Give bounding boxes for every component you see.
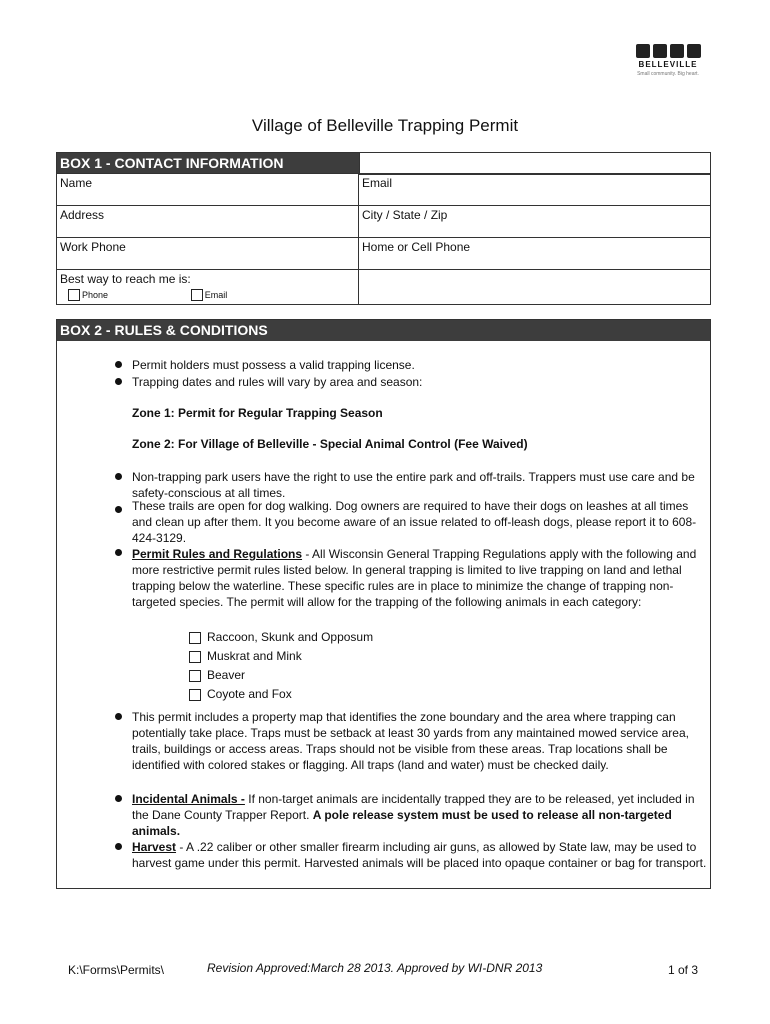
logo-icon xyxy=(687,44,701,58)
logo-icon xyxy=(636,44,650,58)
bullet-icon xyxy=(115,361,122,368)
permit-rules-text: - All Wisconsin General Trapping Regulations apply with the following and more restrictive permit rules listed below. In general trapping is limited to live trapping on land and lethal trapping below the waterline. These specific rules are in place to minimize the change of trapping non-targeted species. The permit will allow for the trapping of the following animals in each category: xyxy=(132,547,697,609)
work-phone-field[interactable] xyxy=(57,238,359,270)
home-phone-label: Home or Cell Phone xyxy=(362,240,471,254)
bullet-icon xyxy=(115,795,122,802)
address-field[interactable] xyxy=(57,206,359,238)
home-phone-field[interactable] xyxy=(359,238,710,270)
row-name-email xyxy=(57,173,710,206)
name-label: Name xyxy=(60,176,93,190)
footer-page-number: 1 of 3 xyxy=(668,963,699,977)
animal-checkbox[interactable] xyxy=(189,689,201,701)
rule-property-map: This permit includes a property map that identifies the zone boundary and the area where trapping can potentially take place. Traps must be setback at least 30 yards from any maintained mowed service area, trails, buildings or access areas. Traps should not be visible from these areas. Trap locations shall be identified with colored stakes or flagging. All traps (land and water) must be checked daily. xyxy=(132,710,689,772)
zone-1: Zone 1: Permit for Regular Trapping Season xyxy=(132,406,383,420)
animal-option xyxy=(189,649,302,663)
email-checkbox-label: Email xyxy=(204,289,228,300)
email-label: Email xyxy=(362,176,393,190)
reach-cell xyxy=(57,270,359,304)
box1-header-blank xyxy=(359,153,710,175)
animal-checkbox[interactable] xyxy=(189,632,201,644)
bullet-icon xyxy=(115,506,122,513)
logo-word: BELLEVILLE xyxy=(638,60,698,69)
animal-checkbox[interactable] xyxy=(189,670,201,682)
logo-tagline: Small community. Big heart. xyxy=(637,71,699,77)
bullet-icon xyxy=(115,713,122,720)
rule-dates: Trapping dates and rules will vary by area and season: xyxy=(132,375,423,389)
email-field[interactable] xyxy=(359,174,710,206)
rule-license: Permit holders must possess a valid trapping license. xyxy=(132,358,415,372)
rule-incidental-animals xyxy=(132,791,710,839)
logo-icon xyxy=(670,44,684,58)
row-reach xyxy=(57,269,710,304)
animal-option xyxy=(189,687,292,701)
row-phones xyxy=(57,237,710,270)
animal-label: Muskrat and Mink xyxy=(207,649,302,663)
animal-label: Coyote and Fox xyxy=(207,687,292,701)
rule-park-users: Non-trapping park users have the right to use the entire park and off-trails. Trappers must use care and be safety-conscious at all times. xyxy=(132,470,695,500)
phone-checkbox[interactable] xyxy=(68,289,80,301)
zone-2: Zone 2: For Village of Belleville - Special Animal Control (Fee Waived) xyxy=(132,437,528,451)
phone-checkbox-label: Phone xyxy=(82,289,109,300)
footer-revision: Revision Approved:March 28 2013. Approved by WI-DNR 2013 xyxy=(207,961,543,975)
village-logo xyxy=(632,44,704,88)
animal-label: Beaver xyxy=(207,668,246,682)
box1-header: BOX 1 - CONTACT INFORMATION xyxy=(57,153,359,174)
name-field[interactable] xyxy=(57,174,359,206)
bullet-icon xyxy=(115,843,122,850)
page-title: Village of Belleville Trapping Permit xyxy=(251,116,519,135)
animal-checkbox[interactable] xyxy=(189,651,201,663)
rule-permit-regulations xyxy=(132,546,710,610)
city-field[interactable] xyxy=(359,206,710,238)
email-checkbox[interactable] xyxy=(191,289,203,301)
contact-info-box xyxy=(56,152,711,305)
animal-option xyxy=(189,630,373,644)
incidental-title: Incidental Animals - xyxy=(132,792,245,806)
permit-rules-title: Permit Rules and Regulations xyxy=(132,547,303,561)
footer-path: K:\Forms\Permits\ xyxy=(68,963,165,977)
incidental-text: If non-target animals are incidentally trapped they are to be released, yet included in the Dane County Trapper Report. xyxy=(132,792,695,822)
box2-header: BOX 2 - RULES & CONDITIONS xyxy=(57,320,710,341)
city-label: City / State / Zip xyxy=(362,208,448,222)
harvest-text: - A .22 caliber or other smaller firearm including air guns, as allowed by State law, may be used to harvest game under this permit. Harvested animals will be placed into opaque container or bag for transport. xyxy=(132,840,707,870)
logo-icon xyxy=(653,44,667,58)
animal-option xyxy=(189,668,245,682)
bullet-icon xyxy=(115,378,122,385)
reach-label: Best way to reach me is: xyxy=(60,272,191,286)
bullet-icon xyxy=(115,473,122,480)
row-address-city xyxy=(57,205,710,238)
animal-label: Raccoon, Skunk and Opposum xyxy=(207,630,374,644)
address-label: Address xyxy=(60,208,105,222)
reach-right-cell xyxy=(359,270,710,304)
incidental-bold: A pole release system must be used to release all non-targeted animals. xyxy=(132,808,672,838)
bullet-icon xyxy=(115,549,122,556)
work-phone-label: Work Phone xyxy=(60,240,126,254)
rule-dog-walking: These trails are open for dog walking. Dog owners are required to have their dogs on leashes at all times and clean up after them. It you become aware of an issue related to off-leash dogs, please report it to 608-424-3129. xyxy=(132,499,697,545)
rule-harvest xyxy=(132,839,710,871)
harvest-title: Harvest xyxy=(132,840,177,854)
